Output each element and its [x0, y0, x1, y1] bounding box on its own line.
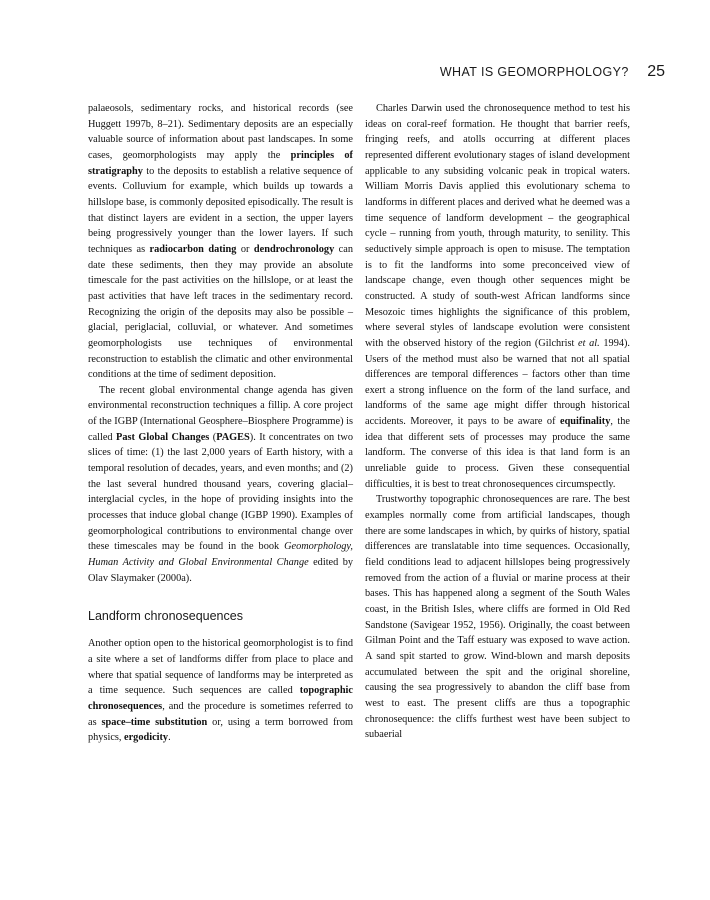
- book-title: Geomorphology, Human Activity and Global Environmental Change: [88, 541, 353, 569]
- key-term-equifinality: equifinality: [560, 416, 611, 428]
- paragraph-environmental-records: palaeosols, sedimentary rocks, and historical records (see Huggett 1997b, 8–21). Sedimentary deposits are an especially valuable source of information about past landscapes. In some cases, geomorphologists may apply the principles of stratigraphy to the deposits to establish a relative sequence of events. Colluvium for example, which builds up towards a hillslope base, is commonly deposited episodically. The result is that distinct layers are evident in a section, the upper layers being progressively younger than the lower layers. If such techniques as radiocarbon dating or dendrochronology can date these sediments, then they may provide an absolute timescale for the past activities on the hillslope, or at least the past activities that have left traces in the sedimentary record. Recognizing the origin of the deposits may also be possible – glacial, periglacial, colluvial, or whatever. And sometimes geomorphologists use techniques of environmental reconstruction to establish the climatic and other environmental conditions at the time of sediment deposition.: [88, 103, 353, 381]
- key-term-pages: PAGES: [216, 431, 250, 443]
- key-term-radiocarbon-dating: radiocarbon dating: [149, 243, 237, 255]
- right-column: [365, 101, 630, 743]
- running-head: [440, 63, 665, 81]
- citation-et-al: et al.: [578, 337, 600, 349]
- key-term-ergodicity: ergodicity: [124, 732, 169, 744]
- paragraph-global-change-agenda: The recent global environmental change agenda has given environmental reconstruction techniques a fillip. A core project of the IGBP (International Geosphere–Biosphere Programme) is called Past Global Changes (PAGES). It concentrates on two slices of time: (1) the last 2,000 years of Earth history, with a temporal resolution of decades, years, and even months; and (2) the last several hundred thousand years, covering glacial–interglacial cycles, in the hope of providing insights into the processes that induce global change (IGBP 1990). Examples of geomorphological contributions to environmental change over these timescales may be found in the book Geomorphology, Human Activity and Global Environmental Change edited by Olav Slaymaker (2000a).: [88, 384, 354, 584]
- key-term-dendrochronology: dendrochronology: [253, 243, 335, 255]
- key-term-topographic-chronosequences: topographic chronosequences: [88, 685, 353, 712]
- running-head-title: WHAT IS GEOMORPHOLOGY?: [439, 65, 629, 79]
- paragraph-darwin-davis: Charles Darwin used the chronosequence method to test his ideas on coral-reef formation. He thought that barrier reefs, fringing reefs, and atolls occurring at different places represented different evolutionary stages of island development applicable to any subsiding volcanic peak in tropical waters. William Morris Davis applied this evolutionary schema to landforms in different places and derived what he deemed was a time sequence of landform development – the geographical cycle – running from youth, through maturity, to senility. This seductively simple approach is open to misuse. The temptation is to fit the landforms into some preconceived view of landscape change, even though other sequences might be constructed. A study of south-west African landforms since Mesozoic times highlights the significance of this problem, where several styles of landscape evolution were consistent with the observed history of the region (Gilchrist et al. 1994). Users of the method must also be warned that not all spatial differences are temporal differences – factors other than time exert a strong influence on the form of the land surface, and landforms of the same age might differ through historical accidents. Moreover, it pays to be aware of equifinality, the idea that different sets of processes may produce the same landform. The converse of this idea is that land form is an unreliable guide to process. Given these consequential difficulties, it is best to treat chronosequences circumspectly.: [365, 103, 630, 490]
- paragraph-chronosequence-intro: Another option open to the historical geomorphologist is to find a site where a set of landforms differ from place to place and where that spatial sequence of landforms may be interpreted as a time sequence. Such sequences are called topographic chronosequences, and the procedure is sometimes referred to as space–time substitution or, using a term borrowed from physics, ergodicity.: [88, 638, 353, 744]
- page-number: 25: [647, 63, 665, 80]
- left-column: [88, 101, 353, 746]
- key-term-past-global-changes: Past Global Changes: [116, 431, 210, 443]
- paragraph-trustworthy-chronosequences: Trustworthy topographic chronosequences are rare. The best examples normally come from artificial landscapes, though there are some landscapes in which, by quirks of history, spatial differences are translatable into time sequences. Occasionally, field conditions lead to adjacent hillslopes being progressively removed from the action of a fluvial or marine process at their bases. This has happened along a segment of the South Wales coast, in the British Isles, where cliffs are formed in Old Red Sandstone (Savigear 1952, 1956). Originally, the coast between Gilman Point and the Taff estuary was exposed to wave action. A sand spit started to grow. Wind-blown and marsh deposits accumulated between the spit and the original shoreline, causing the sea progressively to abandon the cliff base from west to east. The present cliffs are thus a topographic chronosequence: the cliffs furthest west have been subject to subaerial: [365, 494, 630, 741]
- section-heading: Landform chronosequences: [88, 609, 243, 624]
- key-term-space-time-substitution: space–time substitution: [101, 716, 208, 728]
- key-term-principles-of-stratigraphy: principles of stratigraphy: [88, 149, 353, 177]
